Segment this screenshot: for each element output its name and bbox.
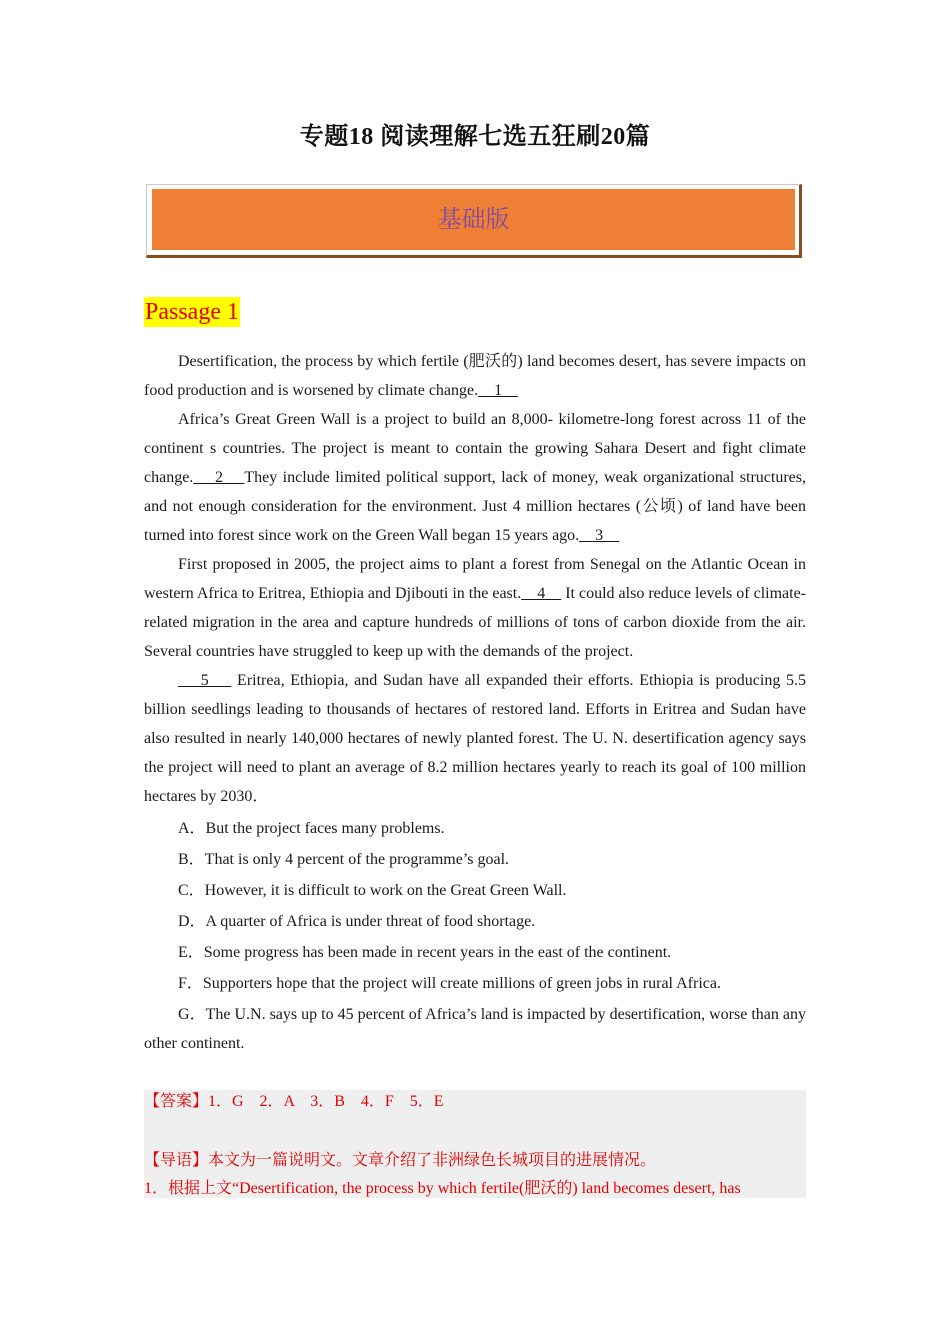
option-e: E．Some progress has been made in recent years in the east of the continent. bbox=[178, 944, 672, 961]
blank-3: 3 bbox=[579, 527, 620, 544]
passage-heading: Passage 1 bbox=[145, 299, 239, 325]
blank-2: 2 bbox=[193, 469, 245, 486]
option-b: B．That is only 4 percent of the programme’s goal. bbox=[178, 851, 510, 868]
page-title: 专题18 阅读理解七选五狂刷20篇 bbox=[299, 124, 651, 150]
options-list bbox=[144, 813, 806, 1058]
guide-text: 【导语】本文为一篇说明文。文章介绍了非洲绿色长城项目的进展情况。 bbox=[144, 1152, 657, 1169]
blank-1: 1 bbox=[478, 382, 519, 399]
paragraph-4: 5 Eritrea, Ethiopia, and Sudan have all expanded their efforts. Ethiopia is producing 5.5 billion seedlings leading to thousands of hectares of restored land. Efforts in Eritrea and Sudan have also resulted in nearly 140,000 hectares of newly planted forest. The U. N. desertification agency says the project will need to plant an average of 8.2 million hectares yearly to reach its goal of 100 million hectares by 2030． bbox=[144, 672, 806, 805]
explanation-text: 1．根据上文“Desertification, the process by which fertile(肥沃的) land becomes desert, has bbox=[144, 1180, 741, 1197]
level-banner-fill bbox=[152, 189, 795, 250]
passage-body bbox=[144, 347, 806, 1058]
option-a: A．But the project faces many problems. bbox=[178, 820, 445, 837]
option-g: G．The U.N. says up to 45 percent of Africa’s land is impacted by desertification, worse than any other continent. bbox=[144, 1006, 807, 1052]
blank-4: 4 bbox=[521, 585, 562, 602]
level-banner bbox=[146, 184, 802, 258]
option-c: C．However, it is difficult to work on the Great Green Wall. bbox=[178, 882, 567, 899]
paragraph-2: Africa’s Great Green Wall is a project to build an 8,000- kilometre-long forest across 11 of the continent s countries. The project is meant to contain the growing Sahara Desert and fight climate change. 2 They include limited political support, lack of money, weak organizational structures, and not enough consideration for the environment. Just 4 million hectares (公顷) of land have been turned into forest since work on the Green Wall began 15 years ago. 3 bbox=[144, 411, 806, 544]
paragraph-1: Desertification, the process by which fertile (肥沃的) land becomes desert, has severe impacts on food production and is worsened by climate change. 1 bbox=[144, 353, 806, 399]
paragraph-3: First proposed in 2005, the project aims to plant a forest from Senegal on the Atlantic Ocean in western Africa to Eritrea, Ethiopia and Djibouti in the east. 4 It could also reduce levels of climate-related migration in the area and capture hundreds of millions of tons of carbon dioxide from the air. Several countries have struggled to keep up with the demands of the project. bbox=[144, 556, 807, 660]
answer-key: 【答案】1．G 2．A 3．B 4．F 5．E bbox=[144, 1093, 444, 1110]
blank-5: 5 bbox=[178, 672, 232, 689]
answer-section bbox=[144, 1090, 806, 1198]
option-d: D．A quarter of Africa is under threat of food shortage. bbox=[178, 913, 536, 930]
option-f: F．Supporters hope that the project will create millions of green jobs in rural Africa. bbox=[178, 975, 721, 992]
level-banner-label: 基础版 bbox=[437, 207, 510, 233]
